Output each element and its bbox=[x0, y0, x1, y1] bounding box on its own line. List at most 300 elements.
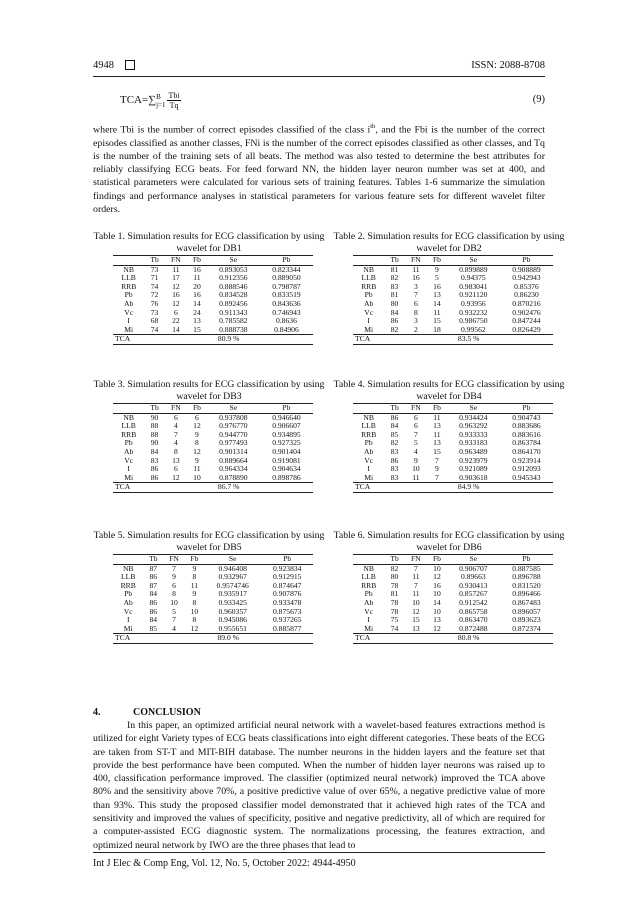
table-cell: 0.834528 bbox=[219, 290, 248, 300]
table1 bbox=[113, 255, 313, 345]
table-cell: 86 bbox=[150, 464, 159, 474]
table-cell: 0.896788 bbox=[512, 572, 541, 582]
table1-caption: Table 1. Simulation results for ECG classification by using wavelet for DB1 bbox=[93, 231, 325, 254]
table-cell: 78 bbox=[390, 580, 399, 590]
tca-row bbox=[353, 634, 553, 644]
table-cell: RRB bbox=[121, 281, 137, 291]
table-cell: 81 bbox=[390, 264, 399, 274]
table-cell: 0.933333 bbox=[459, 429, 488, 439]
table-cell: 86 bbox=[390, 316, 399, 326]
table-cell: 84 bbox=[390, 307, 399, 317]
page-number: 4948 bbox=[93, 60, 114, 71]
table-cell: 18 bbox=[433, 324, 441, 334]
table-cell: 84 bbox=[390, 421, 399, 431]
table-cell: 6 bbox=[174, 464, 178, 474]
table-cell: 6 bbox=[174, 412, 178, 422]
sum-upper-limit: B bbox=[156, 92, 161, 101]
table6-caption: Table 6. Simulation results for ECG classification by using wavelet for DB6 bbox=[333, 530, 565, 553]
table-cell: 0.843636 bbox=[272, 298, 301, 308]
column-header bbox=[113, 256, 144, 266]
table-cell: 8 bbox=[192, 597, 197, 607]
table-cell: 0.983041 bbox=[459, 281, 488, 291]
table-cell: NB bbox=[122, 563, 134, 573]
table-cell: 0.932967 bbox=[218, 572, 247, 582]
table-cell: 0.945086 bbox=[218, 615, 247, 625]
table-cell: 16 bbox=[193, 290, 201, 300]
column-header: FN bbox=[411, 554, 421, 563]
table-cell: 12 bbox=[190, 623, 199, 633]
table-cell: 82 bbox=[390, 273, 399, 283]
table-cell: 10 bbox=[412, 464, 420, 474]
table-cell: 10 bbox=[170, 597, 178, 607]
table-cell: Pb bbox=[364, 290, 373, 300]
table-cell: 0.904634 bbox=[272, 464, 301, 474]
table-cell: Pb bbox=[124, 290, 133, 300]
table-cell: 11 bbox=[433, 412, 441, 422]
column-header: Se bbox=[469, 554, 478, 563]
column-header: Se bbox=[229, 403, 238, 412]
table-cell: 11 bbox=[172, 264, 180, 274]
paragraph1-part2: , and the Fbi is the number of the correct episodes classified as another classes, FNi is the number of the correct episodes classified as other classes, and Tq is the number of the training sets of all beats. The method was also tested to determine the best attributes for reliably classifying ECG beats. For feed forward NN, the hidden layer neuron number was set at 400, and statistical parameters were calculated for various sets of training features. Tables 1-6 summarize the simulation findings and performance analyses in statistical parameters for various feature sets for different wavelet filter orders. bbox=[93, 124, 545, 216]
table-cell: RRB bbox=[361, 429, 377, 439]
table-cell: 0.864170 bbox=[512, 446, 541, 456]
table-cell: 0.963489 bbox=[459, 446, 488, 456]
table-cell: 0.899889 bbox=[459, 264, 488, 274]
table-cell: 0.901404 bbox=[272, 446, 301, 456]
table-cell: 8 bbox=[414, 307, 418, 317]
table-cell: Vc bbox=[124, 455, 134, 465]
column-header: FN bbox=[169, 554, 179, 563]
table-cell: 9 bbox=[414, 455, 418, 465]
table-cell: 0.906607 bbox=[272, 421, 301, 431]
table-cell: 10 bbox=[412, 597, 420, 607]
table-cell: 0.99562 bbox=[460, 324, 486, 334]
table-cell: 13 bbox=[433, 438, 441, 448]
table-cell: 11 bbox=[190, 580, 199, 590]
table-cell: 4 bbox=[414, 446, 418, 456]
table-cell: 0.934895 bbox=[272, 429, 301, 439]
table-cell: 0.912356 bbox=[219, 273, 248, 283]
table-cell: 9 bbox=[195, 455, 199, 465]
table-cell: 11 bbox=[412, 589, 420, 599]
table-cell: 12 bbox=[172, 298, 180, 308]
tca-row bbox=[113, 483, 313, 493]
table-cell: 0.878890 bbox=[219, 472, 248, 482]
table-cell: 0.896466 bbox=[512, 589, 541, 599]
table-cell: 82 bbox=[390, 438, 399, 448]
table-cell: 13 bbox=[433, 290, 441, 300]
table-cell: 8 bbox=[192, 615, 197, 625]
table-cell: 11 bbox=[433, 307, 441, 317]
table-cell: Mi bbox=[364, 623, 374, 633]
table-header-row bbox=[113, 555, 313, 565]
table-cell: Mi bbox=[364, 472, 374, 482]
table-cell: 15 bbox=[193, 324, 201, 334]
paragraph1-part1: where Tbi is the number of correct episodes classified of the class i bbox=[93, 124, 371, 136]
table-cell: 83 bbox=[150, 455, 159, 465]
table2 bbox=[353, 255, 553, 345]
table-cell: 14 bbox=[193, 298, 201, 308]
table-cell: 0.867483 bbox=[512, 597, 541, 607]
table-cell: 12 bbox=[433, 572, 441, 582]
table-cell: I bbox=[127, 316, 130, 326]
paragraph1-superscript: th bbox=[370, 123, 376, 130]
table-cell: 24 bbox=[193, 307, 201, 317]
footer-rule bbox=[93, 852, 545, 853]
column-header: Fb bbox=[192, 403, 201, 412]
column-header: FN bbox=[411, 403, 421, 412]
table-cell: 11 bbox=[412, 472, 420, 482]
table-cell: 72 bbox=[150, 290, 159, 300]
paragraph-conclusion: In this paper, an optimized artificial neural network with a wavelet-based features extractions method is utilized for eight Variety types of ECG beats classifications into eight different categories. These beats of the ECG are taken from ST-T and MIT-BIH database. The number neurons in the hidden layers and the feature set that provide the best performance have been computed. When the number of hidden layer neurons was raised up to 400, classification performance improved. The classifier (optimized neural network) improved the TCA above 80% and the sensitivity above 70%, a positive predictive value of over 65%, a negative predictive value of more than 93%. This study the proposed classifier model demonstrated that it achieved high rates of the TCA and sensitivity and improved the values of specificity, positive and negative predictivity, all of which are required for a computer-assisted ECG diagnostic system. The normalizations processing, the features extraction, and optimized neural network by IWO are the three phases that lead to bbox=[93, 720, 545, 851]
table-cell: 0.831520 bbox=[512, 580, 541, 590]
table-cell: 0.919081 bbox=[272, 455, 301, 465]
table-cell: 0.883686 bbox=[512, 421, 541, 431]
table-cell: 4 bbox=[174, 438, 178, 448]
table-cell: 5 bbox=[414, 438, 418, 448]
table-cell: 86 bbox=[149, 572, 158, 582]
table-cell: 6 bbox=[414, 412, 418, 422]
table-cell: LLB bbox=[121, 572, 136, 582]
column-header: Fb bbox=[432, 255, 441, 264]
tca-label: TCA bbox=[113, 335, 144, 345]
table-cell: Vc bbox=[364, 606, 374, 616]
table-cell: 11 bbox=[412, 264, 420, 274]
table-cell: 9 bbox=[435, 264, 439, 274]
table-cell: 16 bbox=[433, 580, 441, 590]
table-cell: 0.977493 bbox=[219, 438, 248, 448]
table-header-row bbox=[113, 404, 313, 414]
table-cell: 0.904743 bbox=[512, 412, 541, 422]
table-cell: 4 bbox=[174, 421, 178, 431]
table-cell: 12 bbox=[412, 606, 420, 616]
table-cell: 0.935917 bbox=[218, 589, 247, 599]
tca-value: 83.5 % bbox=[384, 335, 553, 345]
table-cell: 0.937808 bbox=[219, 412, 248, 422]
table-row bbox=[113, 625, 313, 634]
table-cell: 0.963292 bbox=[459, 421, 488, 431]
table-cell: Pb bbox=[364, 589, 373, 599]
equation-number: (9) bbox=[532, 94, 545, 105]
table-cell: 15 bbox=[433, 316, 441, 326]
table-cell: 0.847244 bbox=[512, 316, 541, 326]
table-cell: 0.946408 bbox=[218, 563, 247, 573]
table-cell: 0.875673 bbox=[272, 606, 302, 616]
table-cell: 7 bbox=[414, 580, 418, 590]
table-cell: 78 bbox=[390, 606, 399, 616]
table-cell: 0.893053 bbox=[219, 264, 248, 274]
tca-row bbox=[353, 335, 553, 345]
table-cell: 82 bbox=[390, 324, 399, 334]
table-cell: Pb bbox=[364, 438, 373, 448]
table-cell: 0.933425 bbox=[218, 597, 247, 607]
tca-value: 80.9 % bbox=[144, 335, 313, 345]
tca-value: 84.9 % bbox=[384, 483, 553, 493]
table-cell: 0.976770 bbox=[219, 421, 248, 431]
table-cell: Pb bbox=[124, 438, 133, 448]
table-cell: 3 bbox=[414, 281, 418, 291]
table-cell: NB bbox=[363, 563, 374, 573]
table-cell: 10 bbox=[433, 563, 441, 573]
table-cell: RRB bbox=[361, 281, 377, 291]
table-cell: Mi bbox=[124, 472, 134, 482]
table-cell: 9 bbox=[192, 589, 197, 599]
table-cell: 0.798787 bbox=[272, 281, 301, 291]
page-footer: Int J Elec & Comp Eng, Vol. 12, No. 5, October 2022: 4944-4950 bbox=[93, 858, 356, 869]
table-cell: 86 bbox=[390, 455, 399, 465]
table-cell: 80 bbox=[390, 298, 399, 308]
table-cell: 0.945343 bbox=[512, 472, 541, 482]
column-header: Pb bbox=[283, 554, 292, 563]
section-title: CONCLUSION bbox=[133, 707, 201, 718]
table-cell: 11 bbox=[433, 429, 441, 439]
column-header: Se bbox=[228, 554, 237, 563]
table-cell: 7 bbox=[435, 455, 439, 465]
table-cell: 0.863470 bbox=[459, 615, 488, 625]
column-header: FN bbox=[411, 255, 421, 264]
table-cell: 16 bbox=[412, 273, 420, 283]
square-icon bbox=[125, 60, 135, 72]
table-cell: 0.911343 bbox=[219, 307, 248, 317]
table-cell: 83 bbox=[390, 446, 399, 456]
table-row bbox=[353, 625, 553, 634]
table-cell: 10 bbox=[433, 606, 441, 616]
column-header: Pb bbox=[522, 255, 531, 264]
paragraph-definitions bbox=[93, 120, 545, 216]
table-cell: 74 bbox=[150, 324, 159, 334]
table-cell: NB bbox=[363, 264, 374, 274]
table4-caption: Table 4. Simulation results for ECG classification by using wavelet for DB4 bbox=[333, 379, 565, 402]
column-header: Se bbox=[229, 255, 238, 264]
table2-caption: Table 2. Simulation results for ECG classification by using wavelet for DB2 bbox=[333, 231, 565, 254]
table-cell: 8 bbox=[195, 438, 199, 448]
table-cell: Ab bbox=[364, 446, 374, 456]
column-header: Tb bbox=[390, 554, 399, 563]
tca-value: 89.0 % bbox=[143, 634, 313, 644]
table-cell: 0.934424 bbox=[459, 412, 488, 422]
tca-label: TCA bbox=[353, 634, 384, 644]
column-header: Se bbox=[469, 403, 478, 412]
table-cell: 14 bbox=[172, 324, 180, 334]
table-cell: Mi bbox=[123, 623, 133, 633]
table-cell: 0.901314 bbox=[219, 446, 248, 456]
section-heading bbox=[93, 707, 201, 718]
table-cell: 0.937265 bbox=[272, 615, 302, 625]
sum-lower-limit: j=1 bbox=[156, 100, 166, 109]
table3-caption: Table 3. Simulation results for ECG classification by using wavelet for DB3 bbox=[93, 379, 325, 402]
table-cell: LLB bbox=[361, 421, 376, 431]
table-cell: I bbox=[367, 615, 370, 625]
table-cell: 15 bbox=[412, 615, 420, 625]
table-cell: I bbox=[367, 316, 370, 326]
table-cell: 0.908889 bbox=[512, 264, 541, 274]
table-cell: 11 bbox=[412, 572, 420, 582]
table-cell: 13 bbox=[433, 615, 441, 625]
table-cell: 9 bbox=[195, 429, 199, 439]
issn-label: ISSN: 2088-8708 bbox=[471, 60, 545, 71]
column-header: FN bbox=[171, 255, 181, 264]
table-cell: 0.863784 bbox=[512, 438, 541, 448]
table-cell: RRB bbox=[121, 429, 137, 439]
table-cell: 80 bbox=[390, 572, 399, 582]
table-cell: 10 bbox=[190, 606, 199, 616]
table-cell: 7 bbox=[414, 563, 418, 573]
table-cell: LLB bbox=[121, 273, 136, 283]
table-cell: Vc bbox=[364, 455, 374, 465]
table-cell: 0.889050 bbox=[272, 273, 301, 283]
column-header: Tb bbox=[149, 554, 158, 563]
table-cell: 83 bbox=[390, 281, 399, 291]
table-cell: 0.89663 bbox=[460, 572, 486, 582]
table-cell: I bbox=[126, 615, 130, 625]
tca-label: TCA bbox=[353, 335, 384, 345]
table4 bbox=[353, 403, 553, 493]
table5 bbox=[113, 554, 313, 644]
section-number: 4. bbox=[93, 707, 101, 718]
table-cell: 5 bbox=[435, 273, 439, 283]
table-header-row bbox=[353, 555, 553, 565]
table-cell: 0.921120 bbox=[459, 290, 488, 300]
table-cell: 16 bbox=[193, 264, 201, 274]
table-cell: 3 bbox=[414, 316, 418, 326]
column-header: Tb bbox=[150, 403, 159, 412]
column-header: Pb bbox=[282, 255, 291, 264]
table-cell: 13 bbox=[412, 623, 420, 633]
table-cell: 86 bbox=[149, 597, 158, 607]
table-cell: 9 bbox=[172, 572, 176, 582]
table-cell: 7 bbox=[172, 563, 176, 573]
table-cell: 0.986750 bbox=[459, 316, 488, 326]
table-cell: 0.746943 bbox=[272, 307, 301, 317]
table-cell: 0.933478 bbox=[272, 597, 302, 607]
table-cell: 0.906707 bbox=[459, 563, 488, 573]
table-cell: NB bbox=[123, 264, 134, 274]
table-cell: Vc bbox=[124, 307, 134, 317]
table-cell: 9 bbox=[192, 563, 197, 573]
table-cell: Mi bbox=[124, 324, 134, 334]
table-cell: NB bbox=[363, 412, 374, 422]
table-cell: 12 bbox=[433, 623, 441, 633]
tca-value: 86.7 % bbox=[144, 483, 313, 493]
table-cell: 10 bbox=[433, 589, 441, 599]
table-cell: 0.955651 bbox=[218, 623, 247, 633]
table-cell: RRB bbox=[361, 580, 377, 590]
table-cell: 81 bbox=[390, 589, 399, 599]
table-cell: 0.857267 bbox=[459, 589, 488, 599]
table-cell: 7 bbox=[414, 429, 418, 439]
table-cell: 7 bbox=[174, 429, 178, 439]
table-cell: Ab bbox=[124, 446, 134, 456]
table-cell: 13 bbox=[193, 316, 201, 326]
table-cell: RRB bbox=[120, 580, 136, 590]
tca-row bbox=[113, 634, 313, 644]
table-cell: 8 bbox=[172, 589, 176, 599]
table-cell: Ab bbox=[364, 298, 374, 308]
table-cell: 7 bbox=[172, 615, 176, 625]
table-cell: 71 bbox=[150, 273, 159, 283]
table-cell: 0.893623 bbox=[512, 615, 541, 625]
column-header: Tb bbox=[150, 255, 159, 264]
table-cell: 83 bbox=[390, 472, 399, 482]
table-cell: 88 bbox=[150, 421, 159, 431]
table-cell: 14 bbox=[433, 298, 441, 308]
table-cell: 0.903618 bbox=[459, 472, 488, 482]
table-cell: 12 bbox=[193, 446, 201, 456]
table-cell: Pb bbox=[124, 589, 133, 599]
table-cell: 0.8636 bbox=[275, 316, 297, 326]
table-cell: 90 bbox=[150, 412, 159, 422]
table-cell: 13 bbox=[172, 455, 180, 465]
table-cell: 0.923979 bbox=[459, 455, 488, 465]
column-header: FN bbox=[171, 403, 181, 412]
table-cell: 6 bbox=[414, 421, 418, 431]
table-cell: 83 bbox=[390, 464, 399, 474]
table-cell: 0.942943 bbox=[512, 273, 541, 283]
table-cell: 74 bbox=[150, 281, 159, 291]
table-cell: 0.874647 bbox=[272, 580, 302, 590]
table-cell: 0.902476 bbox=[512, 307, 541, 317]
table-cell: 12 bbox=[193, 421, 201, 431]
table-row bbox=[113, 474, 313, 483]
table-cell: 8 bbox=[192, 572, 197, 582]
table-cell: 84 bbox=[149, 589, 158, 599]
table-cell: Ab bbox=[364, 597, 374, 607]
table-cell: 0.912542 bbox=[459, 597, 488, 607]
table-cell: 73 bbox=[150, 264, 159, 274]
table-cell: 0.923834 bbox=[272, 563, 302, 573]
table-cell: 16 bbox=[172, 290, 180, 300]
column-header: Fb bbox=[432, 403, 441, 412]
table-cell: 0.872374 bbox=[512, 623, 541, 633]
table-cell: 84 bbox=[150, 446, 159, 456]
column-header: Tb bbox=[390, 255, 399, 264]
table-cell: 0.960357 bbox=[218, 606, 247, 616]
table-cell: 0.898786 bbox=[272, 472, 301, 482]
table-cell: 0.883616 bbox=[512, 429, 541, 439]
table6 bbox=[353, 554, 553, 644]
tca-label: TCA bbox=[113, 483, 144, 493]
table-cell: 17 bbox=[172, 273, 180, 283]
table-cell: 0.912093 bbox=[512, 464, 541, 474]
column-header bbox=[113, 555, 143, 565]
table-cell: 0.923914 bbox=[512, 455, 541, 465]
table-cell: Vc bbox=[123, 606, 133, 616]
column-header bbox=[353, 256, 384, 266]
table-header-row bbox=[353, 256, 553, 266]
table-cell: I bbox=[127, 464, 130, 474]
table-cell: 0.833519 bbox=[272, 290, 301, 300]
tca-label: TCA bbox=[353, 483, 384, 493]
table-cell: 0.932232 bbox=[459, 307, 488, 317]
tca-row bbox=[113, 335, 313, 345]
table-row bbox=[353, 326, 553, 335]
table-cell: 0.930413 bbox=[459, 580, 488, 590]
column-header bbox=[353, 404, 384, 414]
table-cell: 13 bbox=[433, 421, 441, 431]
tca-formula bbox=[120, 91, 181, 110]
column-header: Se bbox=[469, 255, 478, 264]
table-row bbox=[353, 474, 553, 483]
column-header bbox=[113, 404, 144, 414]
table-cell: 87 bbox=[149, 563, 158, 573]
table-cell: 0.964334 bbox=[219, 464, 248, 474]
table-row bbox=[113, 326, 313, 335]
sum-symbol: ∑ bbox=[148, 94, 157, 107]
column-header: Fb bbox=[432, 554, 441, 563]
table-cell: LLB bbox=[361, 273, 376, 283]
table3 bbox=[113, 403, 313, 493]
table-cell: Ab bbox=[124, 298, 134, 308]
